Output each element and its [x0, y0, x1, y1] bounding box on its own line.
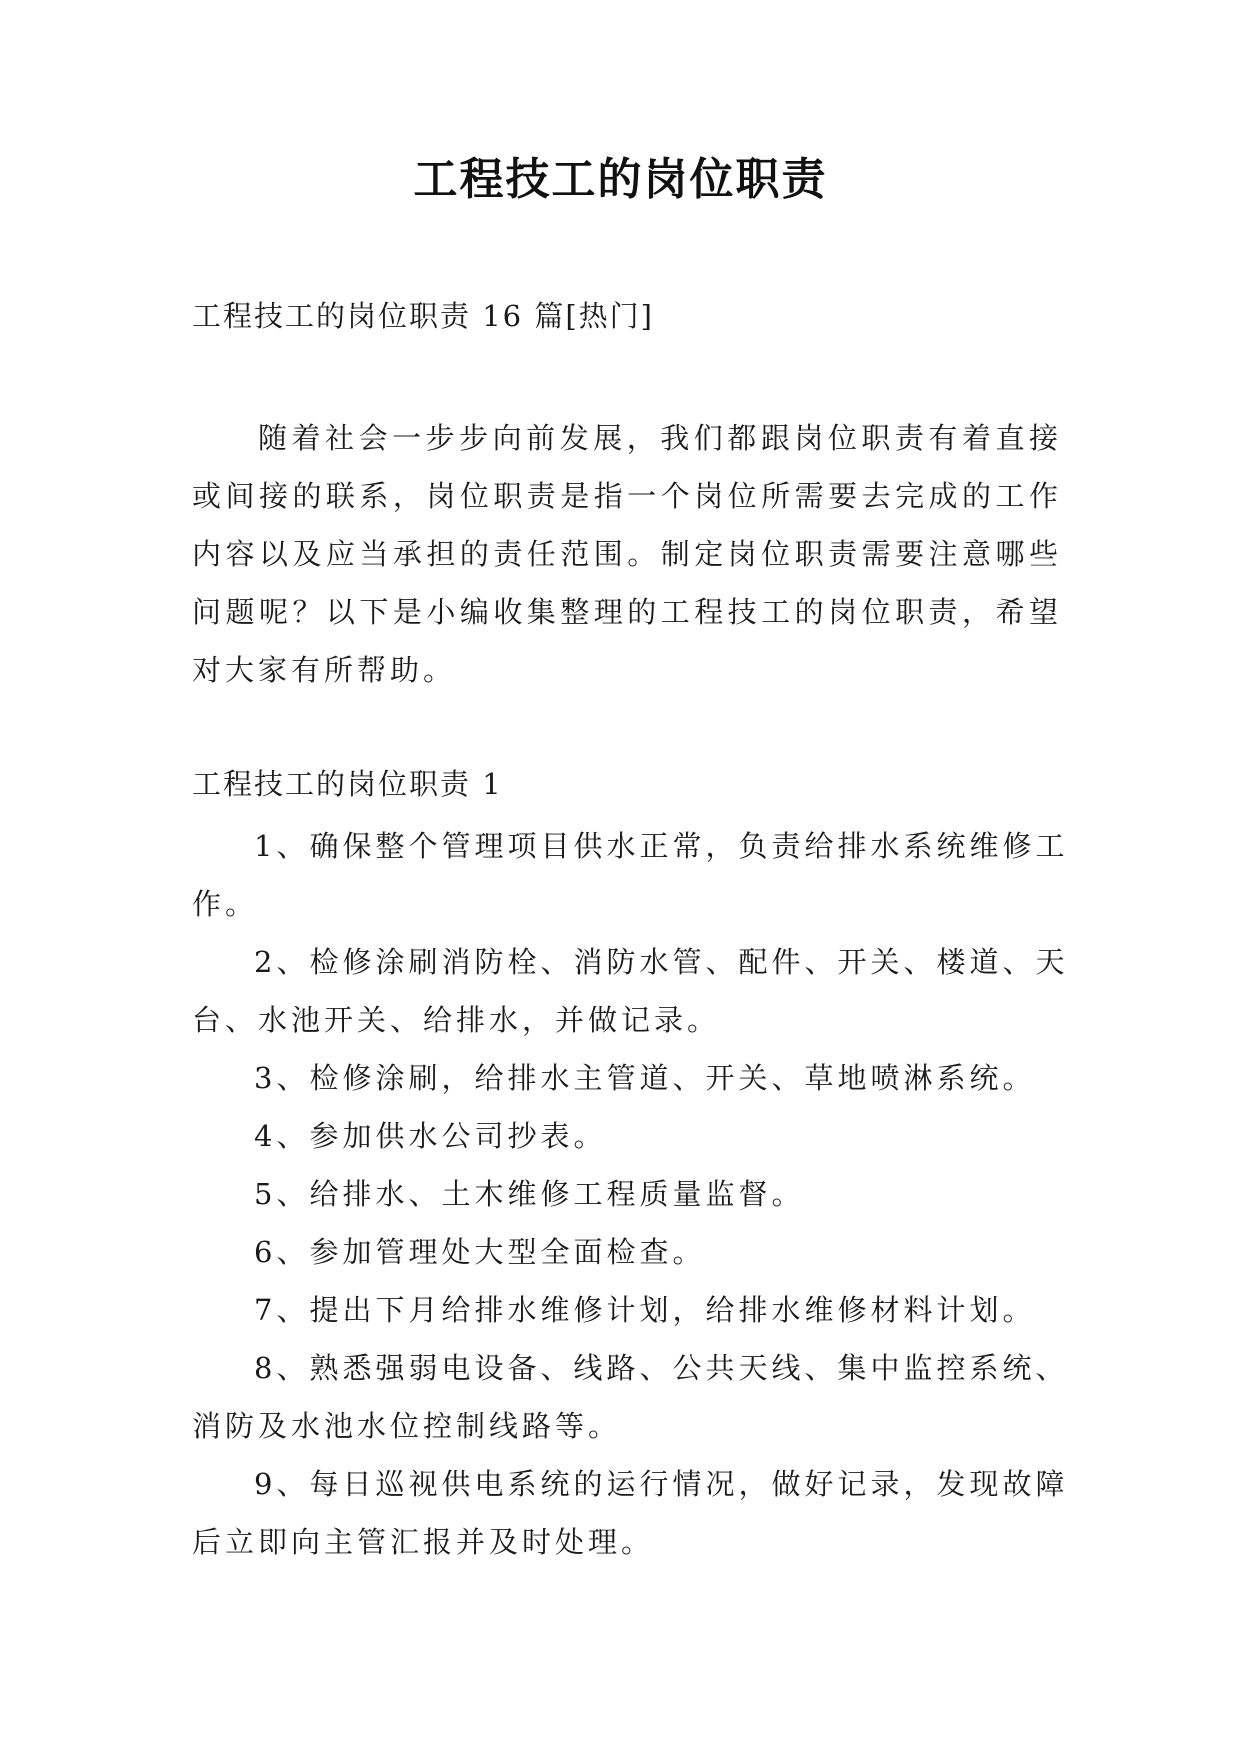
duty-item-7: 7、提出下月给排水维修计划，给排水维修材料计划。 — [254, 1293, 1036, 1327]
document-subtitle: 工程技工的岗位职责 16 篇[热门] — [192, 299, 654, 333]
section-heading: 工程技工的岗位职责 1 — [192, 767, 503, 801]
duty-item-9: 9、每日巡视供电系统的运行情况，做好记录，发现故障后立即向主管汇报并及时处理。 — [192, 1467, 1069, 1559]
duty-item-1: 1、确保整个管理项目供水正常，负责给排水系统维修工作。 — [192, 829, 1069, 921]
duty-item-4: 4、参加供水公司抄表。 — [254, 1119, 607, 1153]
intro-paragraph: 随着社会一步步向前发展，我们都跟岗位职责有着直接或间接的联系，岗位职责是指一个岗位所需要去完成的工作内容以及应当承担的责任范围。制定岗位职责需要注意哪些问题呢？以下是小编收集整理的工程技工的岗位职责，希望对大家有所帮助。 — [192, 421, 1062, 687]
duty-item-2: 2、检修涂刷消防栓、消防水管、配件、开关、楼道、天台、水池开关、给排水，并做记录。 — [192, 945, 1069, 1037]
duty-item-6: 6、参加管理处大型全面检查。 — [254, 1235, 706, 1269]
duty-item-8: 8、熟悉强弱电设备、线路、公共天线、集中监控系统、消防及水池水位控制线路等。 — [192, 1351, 1069, 1443]
duty-list — [192, 817, 1072, 1571]
duty-item-5: 5、给排水、土木维修工程质量监督。 — [254, 1177, 805, 1211]
page-title: 工程技工的岗位职责 — [413, 154, 828, 205]
duty-item-3: 3、检修涂刷，给排水主管道、开关、草地喷淋系统。 — [254, 1061, 1036, 1095]
